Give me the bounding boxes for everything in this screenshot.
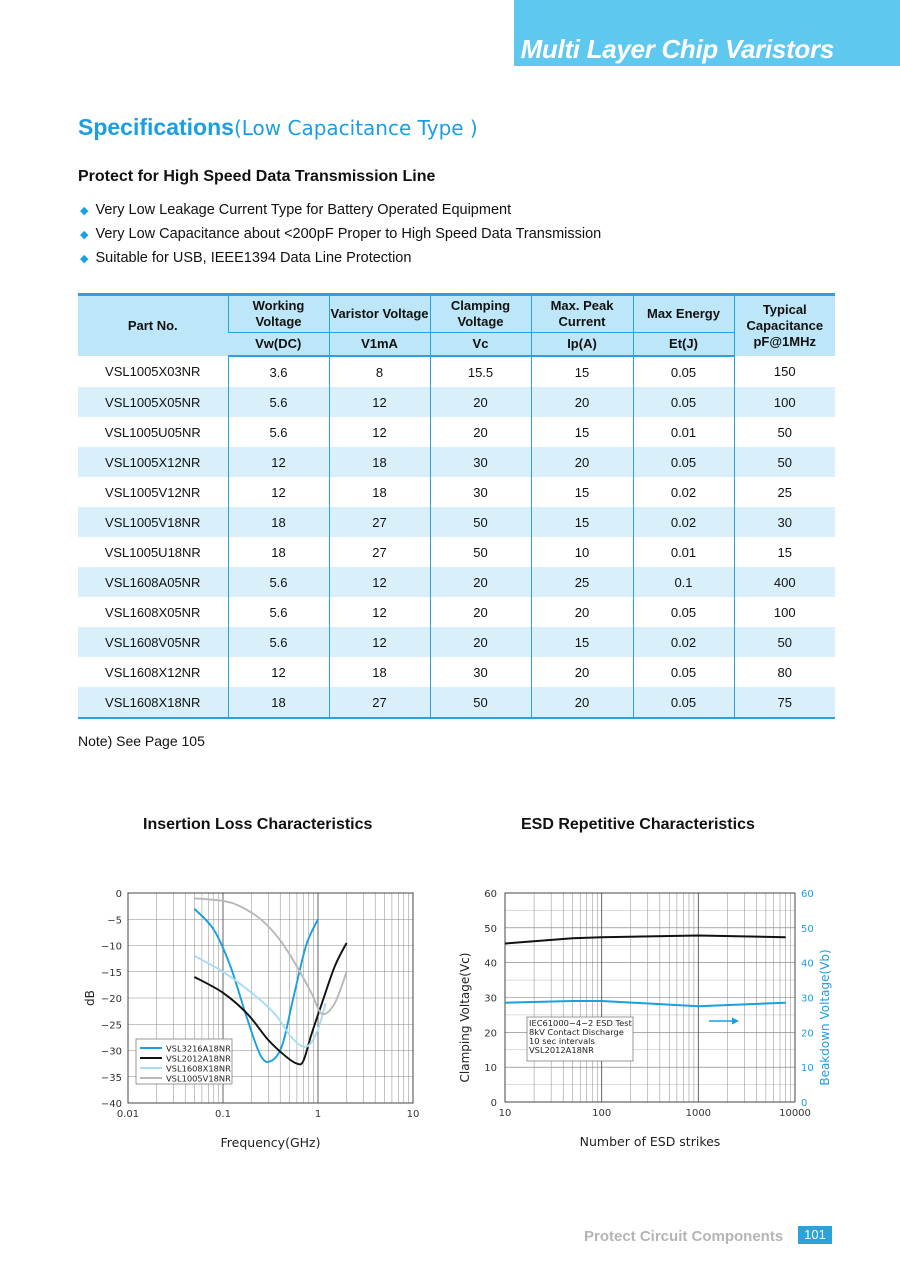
legend bbox=[136, 1039, 232, 1084]
y2-tick-label: 20 bbox=[801, 1028, 814, 1040]
table-cell: 100 bbox=[734, 597, 835, 627]
y-tick-label: 30 bbox=[484, 993, 497, 1005]
x-tick-label: 0.01 bbox=[116, 1109, 140, 1120]
table-cell: 0.05 bbox=[633, 657, 734, 687]
x-axis-label: Number of ESD strikes bbox=[579, 1134, 721, 1149]
bullet-text: Suitable for USB, IEEE1394 Data Line Protection bbox=[95, 250, 412, 266]
table-row bbox=[78, 567, 835, 597]
table-cell: 50 bbox=[734, 627, 835, 657]
y-tick-label: −40 bbox=[100, 1099, 122, 1110]
y2-tick-label: 0 bbox=[801, 1098, 808, 1109]
x-tick-label: 10000 bbox=[779, 1108, 811, 1119]
y-tick-label: 0 bbox=[490, 1098, 497, 1109]
y-tick-label: −25 bbox=[100, 1020, 122, 1032]
note: Note) See Page 105 bbox=[78, 733, 205, 749]
table-cell: 18 bbox=[329, 657, 430, 687]
column-header: Varistor Voltage bbox=[329, 295, 430, 333]
y2-tick-label: 10 bbox=[801, 1063, 814, 1075]
y-tick-label: −20 bbox=[100, 994, 122, 1005]
table-row bbox=[78, 387, 835, 417]
y-tick-label: −5 bbox=[107, 915, 122, 927]
plot-grid bbox=[505, 893, 795, 1102]
x-tick-label: 10 bbox=[498, 1108, 512, 1119]
esd-title: ESD Repetitive Characteristics bbox=[521, 816, 755, 833]
table-cell: 18 bbox=[329, 477, 430, 507]
y-axis-label: dB bbox=[83, 990, 97, 1006]
table-cell: 18 bbox=[228, 687, 329, 718]
x-axis-label: Frequency(GHz) bbox=[220, 1135, 321, 1150]
column-unit: Vc bbox=[430, 333, 531, 357]
table-cell: 15.5 bbox=[430, 356, 531, 387]
table-cell: 50 bbox=[430, 537, 531, 567]
part-number-cell: VSL1005V18NR bbox=[78, 507, 228, 537]
table-cell: 0.05 bbox=[633, 356, 734, 387]
table-cell: 20 bbox=[430, 387, 531, 417]
part-number-cell: VSL1005U05NR bbox=[104, 424, 201, 440]
table-cell: 12 bbox=[329, 417, 430, 447]
annotation-line: IEC61000−4−2 ESD Test bbox=[529, 1018, 632, 1028]
part-number-cell: VSL1005V12NR bbox=[105, 484, 201, 500]
header-banner bbox=[514, 0, 900, 66]
part-number-cell: VSL1608X05NR bbox=[105, 604, 201, 620]
table-cell: 5.6 bbox=[228, 417, 329, 447]
table-cell: 12 bbox=[329, 567, 430, 597]
table-cell: 15 bbox=[531, 477, 633, 507]
table-cell: 5.6 bbox=[228, 567, 329, 597]
y-tick-label: −15 bbox=[100, 967, 122, 979]
list-item bbox=[80, 224, 601, 248]
column-header: Max. Peak Current bbox=[531, 295, 633, 333]
table-cell: 30 bbox=[430, 477, 531, 507]
y-tick-label: −35 bbox=[100, 1072, 122, 1084]
y-tick-label: 10 bbox=[484, 1063, 497, 1075]
feature-list bbox=[80, 200, 601, 272]
column-unit: Vw(DC) bbox=[228, 333, 329, 357]
y-tick-label: 40 bbox=[484, 958, 497, 970]
table-cell: 27 bbox=[329, 507, 430, 537]
annotation-line: 8kV Contact Discharge bbox=[529, 1027, 624, 1037]
bullet-icon: ◆ bbox=[80, 229, 89, 241]
part-number-cell: VSL1005X05NR bbox=[78, 387, 228, 417]
specifications-table bbox=[78, 293, 835, 719]
table-cell: 3.6 bbox=[228, 356, 329, 387]
part-number-cell: VSL1608V05NR bbox=[78, 627, 228, 657]
table-cell: 12 bbox=[329, 627, 430, 657]
annotation bbox=[527, 1017, 633, 1061]
part-number-cell: VSL1608A05NR bbox=[78, 567, 228, 597]
column-unit: Ip(A) bbox=[531, 333, 633, 357]
bullet-icon: ◆ bbox=[80, 253, 89, 265]
x-tick-label: 10 bbox=[406, 1109, 420, 1120]
table-cell: 15 bbox=[531, 417, 633, 447]
table-cell: 5.6 bbox=[228, 627, 329, 657]
table-cell: 0.02 bbox=[633, 477, 734, 507]
column-header bbox=[734, 295, 835, 357]
table-cell: 12 bbox=[228, 657, 329, 687]
table-cell: 18 bbox=[329, 447, 430, 477]
y2-tick-label: 30 bbox=[801, 993, 814, 1005]
part-number-cell: VSL1608X18NR bbox=[78, 687, 228, 718]
table-cell: 0.05 bbox=[633, 447, 734, 477]
title-rest: (Low Capacitance Type ) bbox=[233, 116, 478, 140]
y2-axis-label: Beakdown Voltage(Vb) bbox=[818, 949, 832, 1086]
bullet-text: Very Low Leakage Current Type for Battery Operated Equipment bbox=[95, 202, 512, 218]
table-cell: 20 bbox=[430, 597, 531, 627]
table-cell: 12 bbox=[329, 597, 430, 627]
column-header: Max Energy bbox=[633, 295, 734, 333]
series-line-vsl1608x18nr bbox=[194, 956, 325, 1047]
column-unit: Et(J) bbox=[633, 333, 734, 357]
y-tick-label: 0 bbox=[115, 889, 122, 900]
table-row bbox=[78, 417, 835, 447]
table-cell: 20 bbox=[430, 567, 531, 597]
y-axis-label: Clamping Voltage(Vc) bbox=[458, 952, 472, 1083]
table-cell: 0.05 bbox=[633, 687, 734, 718]
y2-tick-label: 50 bbox=[801, 923, 814, 935]
column-header-label: Typical Capacitance bbox=[746, 302, 824, 333]
table-cell: 0.02 bbox=[633, 507, 734, 537]
y-tick-label: 60 bbox=[484, 889, 497, 900]
page-title bbox=[78, 114, 478, 141]
table-cell: 30 bbox=[430, 447, 531, 477]
table-row bbox=[78, 507, 835, 537]
x-tick-label: 1000 bbox=[685, 1108, 712, 1119]
table-row bbox=[78, 657, 835, 687]
legend-label: VSL2012A18NR bbox=[166, 1053, 231, 1064]
column-header: Working Voltage bbox=[228, 295, 329, 333]
table-row bbox=[78, 627, 835, 657]
part-number-cell: VSL1608X12NR bbox=[105, 664, 201, 680]
table-cell: 20 bbox=[531, 597, 633, 627]
table-cell: 0.01 bbox=[633, 537, 734, 567]
column-header: Clamping Voltage bbox=[430, 295, 531, 333]
y-tick-label: 50 bbox=[484, 923, 497, 935]
table-cell: 18 bbox=[228, 507, 329, 537]
list-item bbox=[80, 200, 601, 224]
table-cell: 20 bbox=[531, 687, 633, 718]
table-row bbox=[78, 477, 835, 507]
banner-title: Multi Layer Chip Varistors bbox=[520, 34, 834, 64]
table-row bbox=[78, 687, 835, 718]
page-number: 101 bbox=[798, 1226, 832, 1244]
part-number-cell: VSL1005X12NR bbox=[78, 447, 228, 477]
table-cell: 30 bbox=[430, 657, 531, 687]
table-cell: 20 bbox=[430, 417, 531, 447]
legend-label: VSL1608X18NR bbox=[166, 1063, 231, 1074]
table-cell: 12 bbox=[228, 477, 329, 507]
title-bold: Specifications bbox=[78, 114, 234, 140]
table-cell: 25 bbox=[734, 477, 835, 507]
column-unit: V1mA bbox=[329, 333, 430, 357]
table-cell: 15 bbox=[531, 356, 633, 387]
table-cell: 50 bbox=[734, 417, 835, 447]
legend-label: VSL1005V18NR bbox=[166, 1073, 231, 1084]
table-cell: 5.6 bbox=[228, 597, 329, 627]
table-cell: 12 bbox=[228, 447, 329, 477]
y2-tick-label: 40 bbox=[801, 958, 814, 970]
annotation-line: 10 sec intervals bbox=[529, 1036, 595, 1046]
table-cell: 15 bbox=[734, 537, 835, 567]
table-cell: 20 bbox=[531, 657, 633, 687]
table-cell: 30 bbox=[734, 507, 835, 537]
table-cell: 15 bbox=[531, 507, 633, 537]
insertion-loss-title: Insertion Loss Characteristics bbox=[143, 816, 373, 833]
subheading: Protect for High Speed Data Transmission Line bbox=[78, 168, 436, 185]
table-cell: 12 bbox=[329, 387, 430, 417]
footer-text: Protect Circuit Components bbox=[584, 1228, 784, 1245]
table-cell: 80 bbox=[734, 657, 835, 687]
table-cell: 20 bbox=[531, 387, 633, 417]
part-number-cell: VSL1005U18NR bbox=[104, 544, 201, 560]
table-cell: 50 bbox=[734, 447, 835, 477]
column-header: Part No. bbox=[78, 295, 228, 357]
y-tick-label: −30 bbox=[100, 1046, 122, 1058]
table-cell: 50 bbox=[430, 687, 531, 718]
table-cell: 0.01 bbox=[633, 417, 734, 447]
part-number-cell: VSL1005X03NR bbox=[105, 364, 201, 379]
table-row bbox=[78, 537, 835, 567]
series-line bbox=[505, 936, 786, 944]
legend-label: VSL3216A18NR bbox=[166, 1043, 231, 1054]
arrow-head-icon bbox=[732, 1018, 739, 1025]
table-cell: 20 bbox=[430, 627, 531, 657]
list-item bbox=[80, 248, 601, 272]
table-cell: 5.6 bbox=[228, 387, 329, 417]
annotation-line: VSL2012A18NR bbox=[529, 1045, 594, 1055]
y-tick-label: 20 bbox=[484, 1028, 497, 1040]
table-cell: 100 bbox=[734, 387, 835, 417]
table-cell: 27 bbox=[329, 537, 430, 567]
bullet-text: Very Low Capacitance about <200pF Proper to High Speed Data Transmission bbox=[95, 226, 602, 242]
x-tick-label: 1 bbox=[314, 1109, 322, 1120]
esd-repetitive-chart bbox=[450, 870, 870, 1160]
table-row bbox=[78, 447, 835, 477]
insertion-loss-chart bbox=[70, 870, 510, 1160]
table-row bbox=[78, 597, 835, 627]
table-cell: 20 bbox=[531, 447, 633, 477]
table-row bbox=[78, 356, 835, 387]
table-cell: 8 bbox=[329, 356, 430, 387]
table-cell: 0.02 bbox=[633, 627, 734, 657]
table-body bbox=[78, 356, 835, 718]
table-cell: 50 bbox=[430, 507, 531, 537]
table-cell: 10 bbox=[531, 537, 633, 567]
table-cell: 0.1 bbox=[633, 567, 734, 597]
series-line bbox=[505, 1001, 786, 1006]
bullet-icon: ◆ bbox=[80, 205, 89, 217]
x-tick-label: 100 bbox=[592, 1108, 612, 1119]
table-cell: 18 bbox=[228, 537, 329, 567]
y2-tick-label: 60 bbox=[801, 889, 814, 900]
table-cell: 75 bbox=[734, 687, 835, 718]
table-cell: 25 bbox=[531, 567, 633, 597]
table-cell: 27 bbox=[329, 687, 430, 718]
table-cell: 0.05 bbox=[633, 387, 734, 417]
table-cell: 0.05 bbox=[633, 597, 734, 627]
table-cell: 400 bbox=[734, 567, 835, 597]
x-tick-label: 0.1 bbox=[215, 1109, 231, 1120]
column-header-unit: pF@1MHz bbox=[753, 334, 816, 349]
y-tick-label: −10 bbox=[100, 941, 122, 953]
table-cell: 15 bbox=[531, 627, 633, 657]
table-cell: 150 bbox=[734, 356, 835, 387]
